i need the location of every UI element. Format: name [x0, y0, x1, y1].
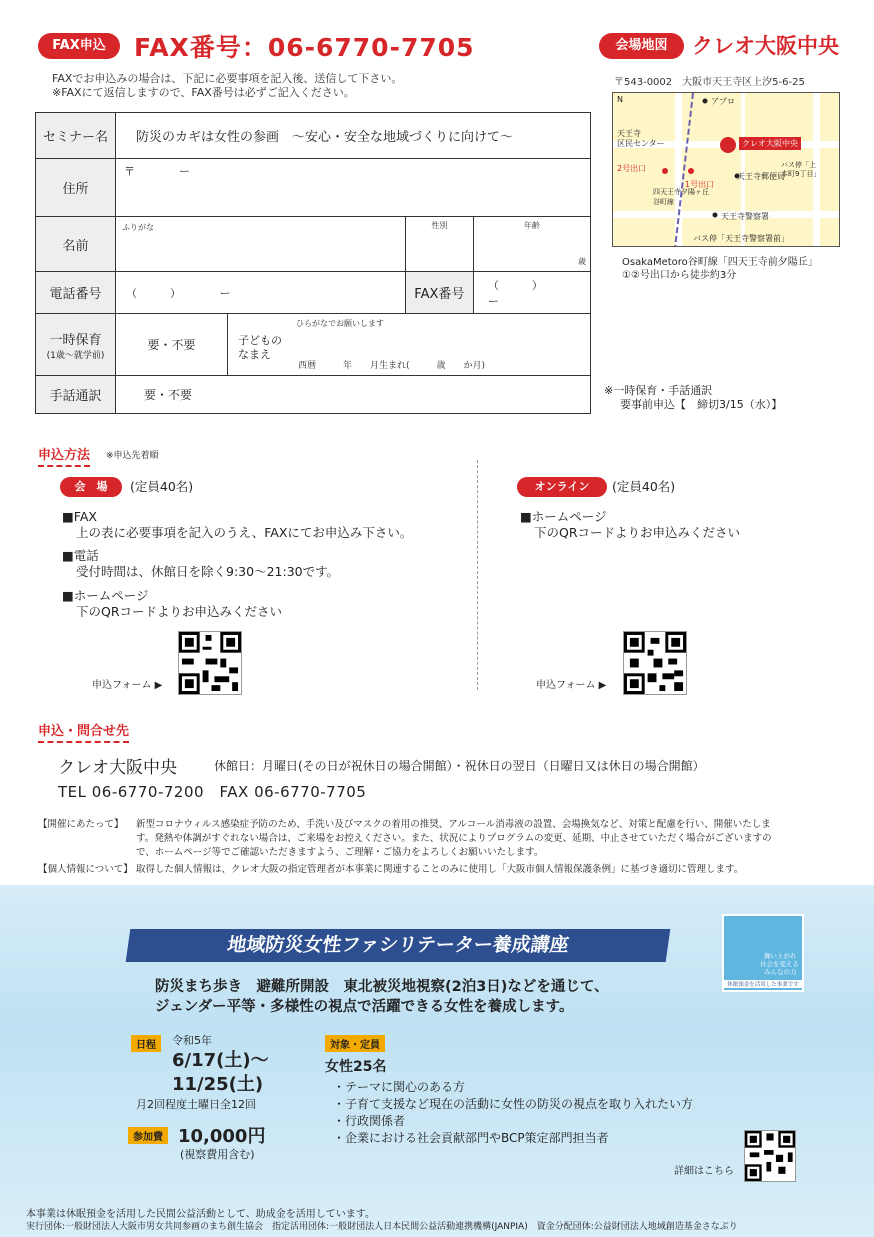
- course-date-1: 6/17(土)～: [172, 1050, 269, 1071]
- target-2: ・子育て支援など現在の活動に女性の防災の視点を取り入れたい方: [333, 1097, 694, 1111]
- open-text-2: す。発熱や体調がすぐれない場合は、ご来場をお控えください。また、状況によりプログラムの変更、延期、中止させていただく場合がございますの: [136, 833, 772, 844]
- age-label: 年齢: [523, 221, 540, 230]
- childcare-sub: (1歳～就学前): [46, 350, 105, 361]
- badge-text-3: みんなの力: [764, 968, 797, 976]
- contact-tel: TEL 06-6770-7200 FAX 06-6770-7705: [58, 783, 367, 801]
- address-label: 住所: [36, 159, 116, 217]
- name-label: 名前: [36, 217, 116, 272]
- apply-tel-t: 受付時間は、休館日を除く9:30～21:30です。: [76, 564, 340, 579]
- fax-note-1: FAXでお申込みの場合は、下記に必要事項を記入後、送信して下さい。: [52, 72, 403, 85]
- qr-pattern: [745, 1131, 795, 1181]
- venue-map: [612, 92, 840, 247]
- qr-code-online[interactable]: [623, 631, 687, 695]
- map-bus2: バス停「上本町9丁目」: [781, 161, 821, 178]
- map-bus1: バス停「天王寺警察署前」: [693, 234, 789, 243]
- birth-line: 西暦 年 月生まれ( 歳 か月): [298, 361, 486, 371]
- target-1: ・テーマに関心のある方: [333, 1080, 466, 1094]
- target-tag: 対象・定員: [325, 1035, 385, 1052]
- qr-pattern: [179, 632, 241, 694]
- childcare-label: 一時保育: [49, 332, 102, 348]
- apply-tel-h: ■電話: [62, 548, 99, 563]
- phone-field[interactable]: （ ） ー: [116, 272, 406, 314]
- address-field[interactable]: 〒 ー: [116, 159, 591, 217]
- childcare-need[interactable]: 要・不要: [116, 314, 228, 376]
- badge-text-1: 舞い上がれ: [764, 952, 797, 960]
- online-form-link[interactable]: 申込フォーム ▶: [536, 680, 607, 691]
- name-field[interactable]: [116, 217, 406, 272]
- course-desc-2: ジェンダー平等・多様性の視点で活躍できる女性を養成します。: [155, 999, 574, 1015]
- online-hp-h: ■ホームページ: [520, 509, 607, 524]
- map-address: 〒543-0002 大阪市天王寺区上汐5-6-25: [614, 77, 805, 88]
- side-note-2: 要事前申込【 締切3/15（水）】: [620, 398, 783, 411]
- phone-label: 電話番号: [36, 272, 116, 314]
- open-text-3: で、ホームページ等でご確認いただきますよう、ご理解・ご協力をよろしくお願いいたします。: [136, 847, 544, 858]
- seminar-label: セミナー名: [36, 113, 116, 159]
- map-post: 天王寺郵便局: [737, 172, 785, 181]
- fax-label: FAX番号: [405, 272, 473, 314]
- privacy-text: 取得した個人情報は、クレオ大阪の指定管理者が本事業に関連することのみに使用し「大阪市個人情報保護条例」に基づき適切に管理します。: [136, 864, 744, 875]
- side-note-1: ※一時保育・手話通訳: [604, 384, 713, 397]
- fax-field[interactable]: （ ） ー: [473, 272, 590, 314]
- map-exit2: 2号出口: [617, 164, 647, 173]
- fee-tag: 参加費: [128, 1127, 168, 1144]
- contact-title: 申込・問合せ先: [38, 720, 129, 743]
- seminar-value: 防災のカギは女性の参画 ～安心・安全な地域づくりに向けて～: [116, 113, 591, 159]
- childcare-label-cell: [36, 314, 116, 376]
- contact-name: クレオ大阪中央: [58, 758, 177, 778]
- furigana-label: ふりがな: [122, 223, 154, 232]
- janpia-badge: [722, 914, 804, 992]
- fax-number: FAX番号：06-6770-7705: [134, 33, 475, 62]
- qr-code-detail[interactable]: [744, 1130, 796, 1182]
- contact-closed: 休館日：月曜日(その日が祝休日の場合開館）・祝休日の翌日（日曜日又は休日の場合開館）: [214, 759, 705, 773]
- apply-hp-t: 下のQRコードよりお申込みください: [76, 604, 283, 619]
- map-line: 四天王寺夕陽ヶ丘: [653, 188, 709, 196]
- child-info-field[interactable]: [228, 314, 591, 376]
- footer-1: 本事業は休眠預金を活用した民間公益活動として、助成金を活用しています。: [26, 1209, 375, 1220]
- online-hp-t: 下のQRコードよりお申込みください: [534, 525, 741, 540]
- open-text-1: 新型コロナウィルス感染症予防のため、手洗い及びマスクの着用の推奨、アルコール消毒液の設置、会場換気など、対策と配慮を行い、開催いたしま: [136, 819, 771, 830]
- apply-title: 申込方法: [38, 444, 90, 467]
- online-pill: オンライン: [517, 477, 607, 497]
- north-icon: N: [617, 95, 623, 104]
- qr-code-venue[interactable]: [178, 631, 242, 695]
- course-fee: 10,000円: [178, 1126, 266, 1147]
- course-era: 令和5年: [172, 1034, 212, 1047]
- age-unit: 歳: [578, 257, 586, 266]
- privacy-label: 【個人情報について】: [38, 864, 133, 875]
- sign-label: 手話通訳: [36, 376, 116, 414]
- venue-pill: 会 場: [60, 477, 122, 497]
- target-3: ・行政関係者: [333, 1114, 406, 1128]
- map-tanimachi: 谷町線: [653, 198, 674, 206]
- badge-text-4: 休眠預金を活用した事業です: [724, 980, 802, 988]
- map-pill: 会場地図: [599, 33, 684, 59]
- date-tag: 日程: [131, 1035, 161, 1052]
- gender-field[interactable]: [405, 217, 473, 272]
- venue-cap: (定員40名): [130, 479, 194, 494]
- form-link[interactable]: 申込フォーム ▶: [92, 680, 163, 691]
- course-desc-1: 防災まち歩き 避難所開設 東北被災地視察(2泊3日)などを通じて、: [155, 979, 609, 995]
- logo: クレオ大阪中央: [692, 34, 839, 58]
- online-cap: (定員40名): [612, 479, 676, 494]
- map-police: 天王寺警察署: [721, 212, 769, 221]
- map-caption-2: ①②号出口から徒歩約3分: [622, 270, 737, 281]
- detail-link[interactable]: 詳細はこちら: [674, 1166, 734, 1177]
- course-capacity: 女性25名: [325, 1059, 387, 1075]
- badge-text-2: 社会を変える: [760, 960, 799, 968]
- course-date-2: 11/25(土): [172, 1074, 264, 1095]
- apply-fax-t: 上の表に必要事項を記入のうえ、FAXにてお申込み下さい。: [76, 525, 413, 540]
- apply-sub: ※申込先着順: [106, 451, 159, 461]
- map-caption-1: OsakaMetoro谷町線「四天王寺前夕陽丘」: [622, 257, 818, 268]
- open-label: 【開催にあたって】: [38, 819, 124, 830]
- application-form: [35, 112, 591, 414]
- course-banner: 地域防災女性ファシリテーター養成講座: [126, 929, 671, 962]
- apply-hp-h: ■ホームページ: [62, 588, 149, 603]
- map-exit1: 1号出口: [685, 180, 715, 189]
- fax-note-2: ※FAXにて返信しますので、FAX番号は必ずご記入ください。: [52, 86, 355, 99]
- course-freq: 月2回程度土曜日全12回: [136, 1098, 256, 1111]
- apply-fax-h: ■FAX: [62, 509, 97, 524]
- sign-need[interactable]: 要・不要: [116, 376, 591, 414]
- course-fee-note: (視察費用含む): [180, 1148, 255, 1161]
- age-field[interactable]: [473, 217, 590, 272]
- map-kureo: クレオ大阪中央: [739, 137, 801, 150]
- fax-pill: FAX申込: [38, 33, 120, 59]
- hiragana-note: ひらがなでお願いします: [296, 319, 384, 328]
- gender-label: 性別: [431, 221, 448, 230]
- child-name-label: 子どもの なまえ: [238, 334, 282, 361]
- map-apollo: アプロ: [711, 97, 735, 106]
- target-4: ・企業における社会貢献部門やBCP策定部門担当者: [333, 1131, 609, 1145]
- apply-divider: [477, 460, 478, 690]
- map-civic: 天王寺 区民センター: [617, 129, 665, 148]
- qr-pattern: [624, 632, 686, 694]
- footer-2: 実行団体:一般財団法人大阪市男女共同参画のまち創生協会 指定活用団体:一般財団法人日本民間公益活動連携機構(JANPIA) 資金分配団体:公益財団法人地域創造基金さなぶり: [26, 1222, 738, 1232]
